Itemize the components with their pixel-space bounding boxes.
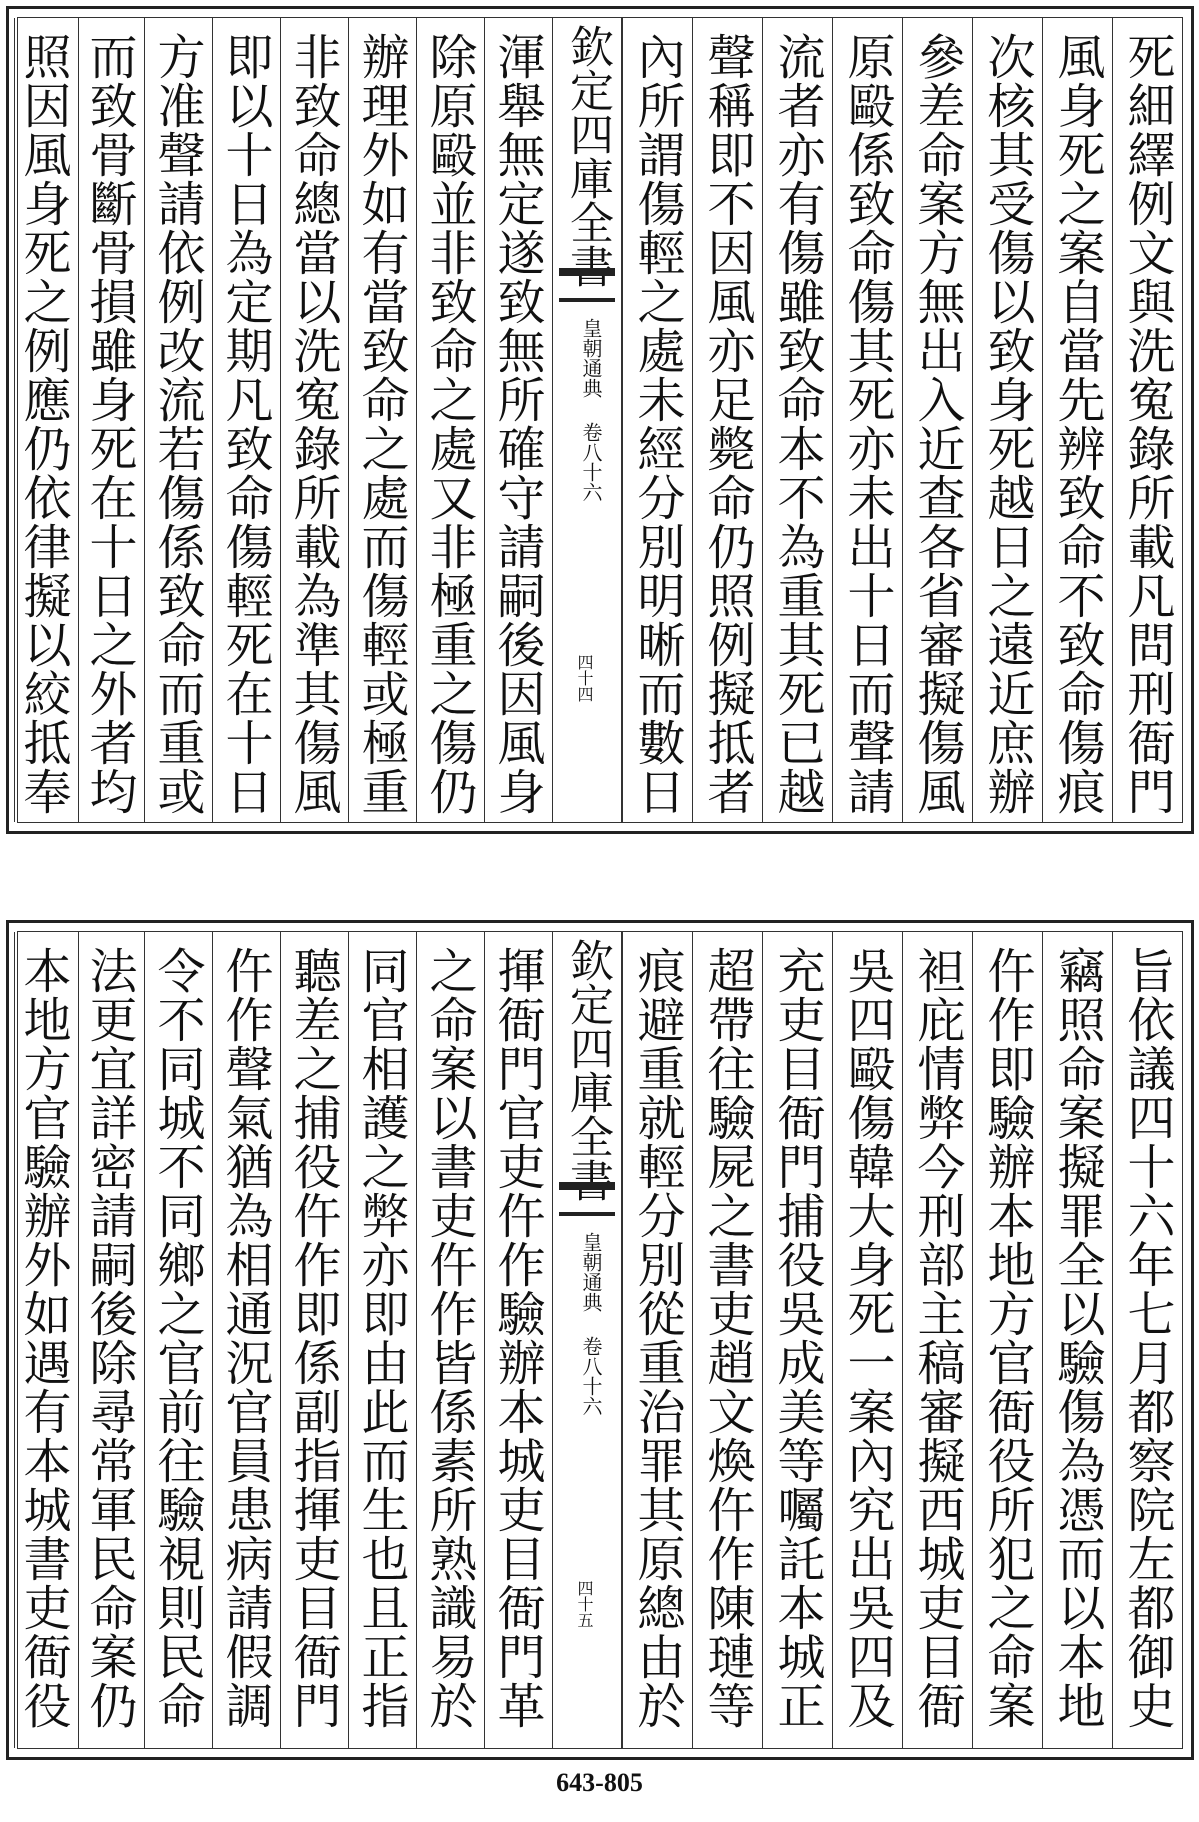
- text-column: 照因風身死之例應仍依律擬以絞抵奉: [14, 18, 78, 822]
- leaf-number: 四十五: [575, 1580, 594, 1628]
- page-bottom-frame: [17, 931, 1183, 1749]
- text-column: 次核其受傷以致身死越日之遠近庶辦: [972, 18, 1042, 822]
- text-column: 死細繹例文與洗寃錄所載凡問刑衙門: [1112, 18, 1182, 822]
- text-column: 令不同城不同鄉之官前往驗視則民命: [144, 932, 212, 1748]
- text-column: 方准聲請依例改流若傷係致命而重或: [144, 18, 212, 822]
- text-column: 聲稱即不因風亦足斃命仍照例擬抵者: [692, 18, 762, 822]
- text-column: 旨依議四十六年七月都察院左都御史: [1112, 932, 1182, 1748]
- fish-tail-mark: [559, 268, 615, 302]
- text-column: 流者亦有傷雖致命本不為重其死已越: [762, 18, 832, 822]
- page-top: [6, 6, 1194, 834]
- text-column: 袒庇情弊今刑部主稿審擬西城吏目衙: [902, 932, 972, 1748]
- text-column: 仵作聲氣猶為相通況官員患病請假調: [212, 932, 280, 1748]
- text-column: 法更宜詳密請嗣後除尋常軍民命案仍: [78, 932, 144, 1748]
- center-spine: [552, 932, 622, 1748]
- text-column: 辦理外如有當致命之處而傷輕或極重: [348, 18, 416, 822]
- text-column: 渾舉無定遂致無所確守請嗣後因風身: [484, 18, 552, 822]
- text-column: 即以十日為定期凡致命傷輕死在十日: [212, 18, 280, 822]
- fish-tail-mark: [559, 1182, 615, 1216]
- text-column: 風身死之案自當先辨致命不致命傷痕: [1042, 18, 1112, 822]
- text-column: 聽差之捕役仵作即係副指揮吏目衙門: [280, 932, 348, 1748]
- center-spine: [552, 18, 622, 822]
- text-column: 吳四毆傷韓大身死一案內究出吳四及: [832, 932, 902, 1748]
- library-title: 欽定四庫全書: [562, 938, 613, 1202]
- text-column: 仵作即驗辦本地方官衙役所犯之命案: [972, 932, 1042, 1748]
- text-column: 非致命總當以洗寃錄所載為準其傷風: [280, 18, 348, 822]
- text-column: 揮衙門官吏仵作驗辦本城吏目衙門革: [484, 932, 552, 1748]
- text-column: 而致骨斷骨損雖身死在十日之外者均: [78, 18, 144, 822]
- spine-subtitle: 皇朝通典 卷八十六: [579, 318, 603, 502]
- text-column: 痕避重就輕分別從重治罪其原總由於: [622, 932, 692, 1748]
- text-column: 充吏目衙門捕役吳成美等囑託本城正: [762, 932, 832, 1748]
- library-title: 欽定四庫全書: [562, 24, 613, 288]
- spine-subtitle: 皇朝通典 卷八十六: [579, 1232, 603, 1416]
- text-column: 本地方官驗辦外如遇有本城書吏衙役: [14, 932, 78, 1748]
- text-column: 竊照命案擬罪全以驗傷為憑而以本地: [1042, 932, 1112, 1748]
- text-column: 除原毆並非致命之處又非極重之傷仍: [416, 18, 484, 822]
- page-top-frame: [17, 17, 1183, 823]
- text-column: 之命案以書吏仵作皆係素所熟識易於: [416, 932, 484, 1748]
- text-column: 同官相護之弊亦即由此而生也且正指: [348, 932, 416, 1748]
- catalog-number: 643-805: [556, 1768, 643, 1797]
- text-column: 原毆係致命傷其死亦未出十日而聲請: [832, 18, 902, 822]
- leaf-number: 四十四: [575, 654, 594, 702]
- text-column: 內所謂傷輕之處未經分別明晰而數日: [622, 18, 692, 822]
- page-bottom: [6, 920, 1194, 1760]
- text-column: 參差命案方無出入近查各省審擬傷風: [902, 18, 972, 822]
- text-column: 超帶往驗屍之書吏趙文煥仵作陳璉等: [692, 932, 762, 1748]
